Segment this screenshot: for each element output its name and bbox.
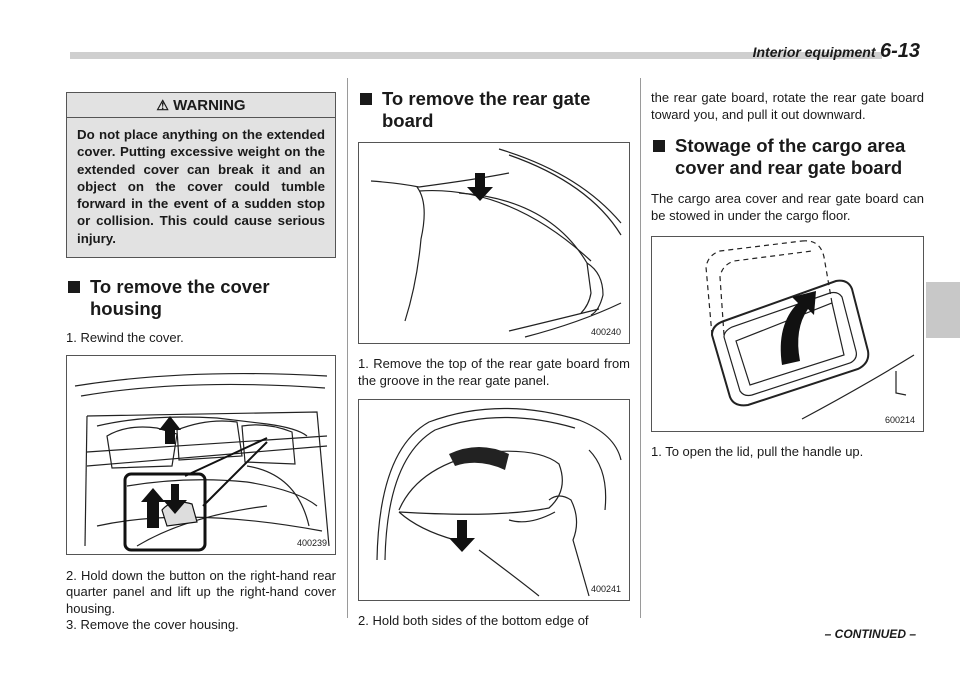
intro-text: The cargo area cover and rear gate board can be stowed in under the cargo floor.: [651, 191, 924, 223]
step-text: 1. Rewind the cover.: [66, 330, 184, 346]
step-text: 1. Remove the top of the rear gate board from the groove in the rear gate panel.: [358, 356, 630, 388]
rear-gate-board-illustration: [359, 400, 629, 600]
warning-title: [67, 93, 335, 118]
step-text: 3. Remove the cover housing.: [66, 617, 239, 633]
page-header: [753, 40, 920, 63]
step-text: 2. Hold down the button on the right-hand rear quarter panel and lift up the right-hand cover housing.: [66, 567, 336, 616]
figure-id: 400239: [296, 537, 327, 548]
step-text: 1. To open the lid, pull the handle up.: [651, 444, 864, 459]
warning-title-text: WARNING: [173, 97, 246, 114]
column-divider: [640, 78, 641, 618]
page-number: 6-13: [879, 40, 920, 62]
cargo-area-illustration: [67, 356, 335, 554]
continued-footer: – CONTINUED –: [824, 627, 916, 641]
warning-box: [66, 92, 336, 258]
step-text: 2. Hold both sides of the bottom edge of: [358, 613, 589, 628]
section-title: Interior equipment: [752, 44, 876, 60]
heading-remove-cover-housing: To remove the cover housing: [66, 276, 336, 320]
figure-id: 600214: [884, 415, 915, 425]
cargo-floor-lid-illustration: [652, 237, 923, 431]
chapter-tab: [926, 282, 960, 338]
column-2: [358, 78, 630, 630]
continued-step-text: the rear gate board, rotate the rear gate board toward you, and pull it out downward.: [651, 90, 924, 122]
warning-triangle-icon: ⚠: [156, 97, 169, 113]
warning-text: Do not place anything on the extended cover. Putting excessive weight on the extended cover can break it and an object on the cover could tumble forward in the event of a sudden stop or collision. This could cause serious injury.: [77, 127, 325, 246]
figure-rear-gate-board-removal: [358, 399, 630, 601]
column-1: [66, 78, 336, 634]
heading-remove-rear-gate-board: To remove the rear gate board: [358, 88, 630, 132]
figure-rear-gate-groove: [358, 142, 630, 344]
column-3: [651, 78, 924, 461]
figure-cover-housing: [66, 355, 336, 555]
figure-cargo-floor-lid: [651, 236, 924, 432]
figure-id: 400241: [590, 584, 621, 594]
heading-stowage: Stowage of the cargo area cover and rear gate board: [651, 135, 924, 179]
rear-gate-top-illustration: [359, 143, 629, 343]
figure-id: 400240: [590, 327, 621, 337]
column-divider: [347, 78, 348, 618]
